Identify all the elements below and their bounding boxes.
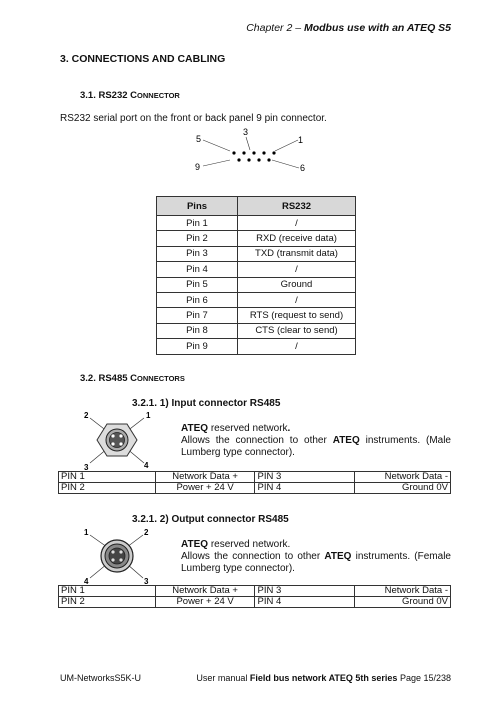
output-connector-heading: 3.2.1. 2) Output connector RS485 (132, 514, 289, 525)
table-row (157, 231, 356, 246)
signal-cell: Power + 24 V (155, 483, 255, 494)
pin-cell: PIN 4 (255, 483, 355, 494)
table-row (157, 339, 356, 354)
signal-cell: RXD (receive data) (238, 231, 356, 246)
signal-cell: Network Data + (155, 472, 255, 483)
rs485-heading: 3.2. RS485 CONNECTORS (80, 373, 185, 384)
input-connector-pin-table (58, 471, 451, 494)
pin-cell: Pin 9 (157, 339, 238, 354)
pin-cell: Pin 5 (157, 277, 238, 292)
pin-label-1: 1 (146, 411, 151, 420)
rs232-heading: 3.1. RS232 CONNECTOR (80, 90, 180, 101)
male-lumberg-connector-diagram (80, 408, 160, 472)
pin-cell: PIN 3 (255, 472, 355, 483)
pin-label-1: 1 (298, 135, 304, 145)
table-row (59, 597, 451, 608)
signal-cell: Network Data - (355, 472, 451, 483)
signal-cell: Power + 24 V (155, 597, 255, 608)
pin-label-3: 3 (243, 127, 249, 137)
page-number: 15/238 (423, 673, 451, 683)
female-lumberg-connector-diagram (80, 524, 160, 588)
section-title: 3. CONNECTIONS AND CABLING (60, 53, 226, 65)
signal-cell: TXD (transmit data) (238, 246, 356, 261)
signal-cell: Ground (238, 277, 356, 292)
pin-label-2: 2 (84, 411, 89, 420)
db9-connector-diagram (190, 126, 320, 176)
pin-cell: Pin 1 (157, 216, 238, 231)
pin-label-3: 3 (84, 463, 89, 472)
pin-label-4: 4 (84, 577, 89, 586)
pin-cell: Pin 2 (157, 231, 238, 246)
pin-label-4: 4 (144, 461, 149, 470)
signal-cell: Ground 0V (355, 483, 451, 494)
pin-cell: Pin 7 (157, 308, 238, 323)
pin-label-5: 5 (196, 134, 202, 144)
table-row (157, 277, 356, 292)
col-header-pins: Pins (157, 197, 238, 216)
pin-cell: Pin 6 (157, 292, 238, 307)
table-row (157, 323, 356, 338)
input-connector-description: ATEQ reserved network. Allows the connection to other ATEQ instruments. (Male Lumberg type connector). (181, 423, 451, 458)
col-header-rs232: RS232 (238, 197, 356, 216)
signal-cell: / (238, 262, 356, 277)
pin-cell: Pin 4 (157, 262, 238, 277)
footer-doc-id: UM-NetworksS5K-U (60, 673, 142, 683)
table-header-row (157, 197, 356, 216)
table-row (157, 246, 356, 261)
rs232-description: RS232 serial port on the front or back panel 9 pin connector. (60, 113, 327, 124)
pin-label-6: 6 (300, 163, 306, 173)
pin-label-9: 9 (195, 162, 201, 172)
pin-cell: PIN 4 (255, 597, 355, 608)
signal-cell: / (238, 339, 356, 354)
signal-cell: / (238, 216, 356, 231)
output-connector-pin-table (58, 585, 451, 608)
table-row (59, 472, 451, 483)
table-row (157, 292, 356, 307)
signal-cell: / (238, 292, 356, 307)
footer-manual-info: User manual Field bus network ATEQ 5th series Page 15/238 (196, 673, 451, 683)
table-row (59, 483, 451, 494)
pin-cell: Pin 8 (157, 323, 238, 338)
pin-cell: Pin 3 (157, 246, 238, 261)
pin-cell: PIN 2 (59, 597, 156, 608)
input-connector-heading: 3.2.1. 1) Input connector RS485 (132, 398, 281, 409)
pin-label-1: 1 (84, 528, 89, 537)
chapter-title: Modbus use with an ATEQ S5 (303, 22, 451, 34)
rs232-pin-table (156, 196, 356, 355)
pin-cell: PIN 3 (255, 586, 355, 597)
signal-cell: Network Data + (155, 586, 255, 597)
pin-label-2: 2 (144, 528, 149, 537)
pin-cell: PIN 1 (59, 472, 156, 483)
table-row (157, 216, 356, 231)
signal-cell: Network Data - (355, 586, 451, 597)
page-header (0, 22, 451, 34)
output-connector-description: ATEQ reserved network. Allows the connection to other ATEQ instruments. (Female Lumberg type connector). (181, 539, 451, 574)
table-row (157, 308, 356, 323)
signal-cell: CTS (clear to send) (238, 323, 356, 338)
signal-cell: Ground 0V (355, 597, 451, 608)
signal-cell: RTS (request to send) (238, 308, 356, 323)
table-row (157, 262, 356, 277)
table-row (59, 586, 451, 597)
chapter-label: Chapter 2 – (246, 22, 302, 34)
pin-cell: PIN 2 (59, 483, 156, 494)
pin-label-3: 3 (144, 577, 149, 586)
pin-cell: PIN 1 (59, 586, 156, 597)
